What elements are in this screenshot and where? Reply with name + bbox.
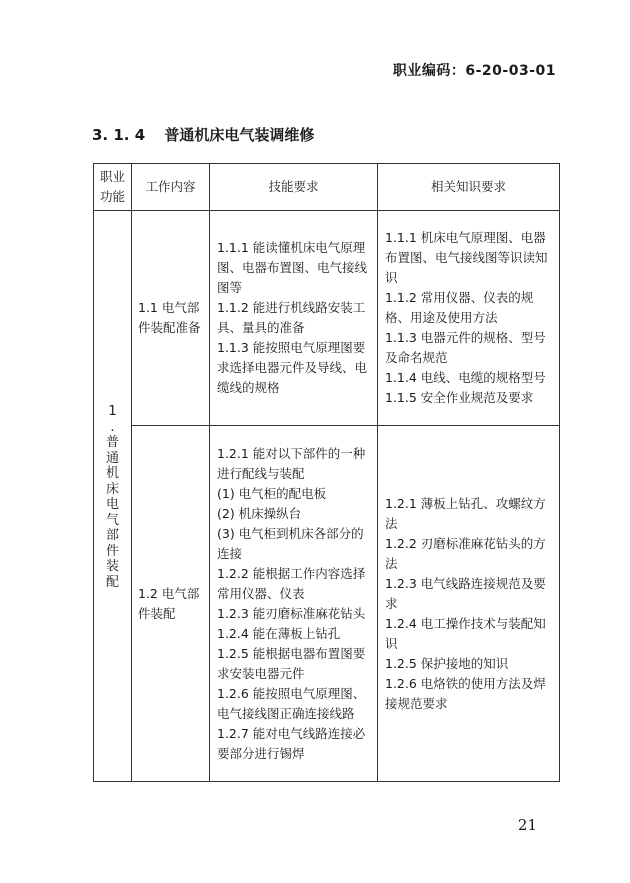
- knowledge-item: 1.2.3 电气线路连接规范及要求: [385, 575, 546, 611]
- skill-item: 1.2.4 能在薄板上钻孔: [217, 625, 341, 641]
- function-cell: [94, 211, 132, 782]
- knowledge-item: 1.2.2 刃磨标准麻花钻头的方法: [385, 535, 546, 571]
- skill-item: 1.2.3 能刃磨标准麻花钻头: [217, 605, 366, 621]
- table-row: [94, 426, 560, 782]
- skills-cell: [210, 211, 378, 426]
- knowledge-item: 1.1.5 安全作业规范及要求: [385, 390, 534, 405]
- page-number: 21: [517, 816, 537, 834]
- knowledge-item: 1.1.3 电器元件的规格、型号及命名规范: [385, 330, 546, 365]
- knowledge-cell: [378, 211, 560, 426]
- skills-cell: [210, 426, 378, 782]
- header-skills: 技能要求: [210, 164, 378, 211]
- skills-table: [93, 163, 560, 782]
- knowledge-cell: [378, 426, 560, 782]
- knowledge-item: 1.2.5 保护接地的知识: [385, 655, 509, 671]
- work-content-cell: 1.1 电气部件装配准备: [132, 211, 210, 426]
- knowledge-item: 1.1.4 电线、电缆的规格型号: [385, 370, 546, 385]
- skill-item: 1.2.5 能根据电器布置图要求安装电器元件: [217, 645, 366, 681]
- skill-item: 1.1.3 能按照电气原理图要求选择电器元件及导线、电缆线的规格: [217, 340, 368, 395]
- header-content: 工作内容: [132, 164, 210, 211]
- skill-item: 1.2.6 能按照电气原理图、电气接线图正确连接线路: [217, 685, 366, 721]
- knowledge-item: 1.1.1 机床电气原理图、电器布置图、电气接线图等识读知识: [385, 230, 548, 285]
- knowledge-item: 1.2.4 电工操作技术与装配知识: [385, 615, 546, 651]
- skill-item: 1.2.7 能对电气线路连接必要部分进行锡焊: [217, 725, 366, 761]
- section-number: 3. 1. 4: [92, 126, 146, 144]
- section-heading: [92, 124, 314, 145]
- table-row: [94, 211, 560, 426]
- table-header-row: [94, 164, 560, 211]
- header-function: [94, 164, 132, 211]
- skill-item: 1.1.2 能进行机线路安装工具、量具的准备: [217, 300, 366, 335]
- knowledge-item: 1.1.2 常用仪器、仪表的规格、用途及使用方法: [385, 290, 534, 325]
- skill-item: 1.2.1 能对以下部件的一种进行配线与装配: [217, 445, 366, 481]
- work-content-cell: 1.2 电气部件装配: [132, 426, 210, 782]
- skill-item: (1) 电气柜的配电板: [217, 485, 327, 501]
- skill-item: (3) 电气柜到机床各部分的连接: [217, 525, 364, 561]
- skill-item: (2) 机床操纵台: [217, 505, 302, 521]
- section-title: 普通机床电气装调维修: [164, 126, 315, 144]
- header-knowledge: 相关知识要求: [378, 164, 560, 211]
- header-function-line: 功能: [99, 189, 125, 204]
- knowledge-item: 1.2.1 薄板上钻孔、攻螺纹方法: [385, 495, 546, 531]
- function-label: 1 . 普 通 机 床 电 气 部 件 装 配: [105, 404, 119, 590]
- knowledge-item: 1.2.6 电烙铁的使用方法及焊接规范要求: [385, 675, 546, 711]
- skill-item: 1.1.1 能读懂机床电气原理图、电器布置图、电气接线图等: [217, 240, 368, 295]
- header-function-line: 职业: [99, 169, 125, 184]
- occupation-code: 职业编码：6-20-03-01: [392, 63, 556, 79]
- skill-item: 1.2.2 能根据工作内容选择常用仪器、仪表: [217, 565, 366, 601]
